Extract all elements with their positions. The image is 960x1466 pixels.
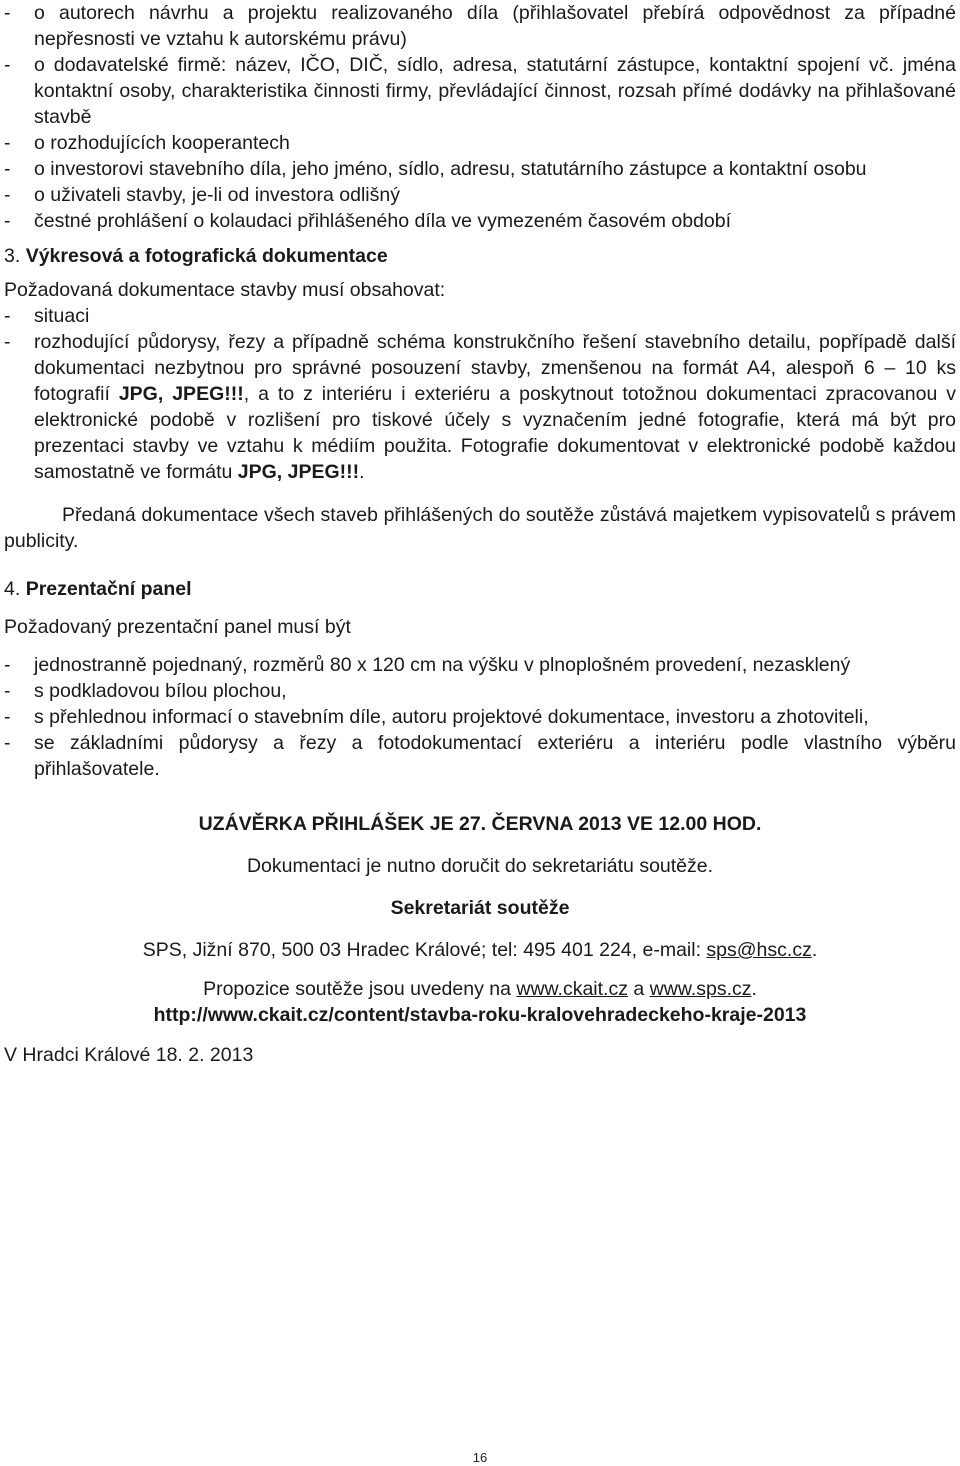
- deadline-notice: UZÁVĚRKA PŘIHLÁŠEK JE 27. ČERVNA 2013 VE 12.00 HOD.: [198, 813, 762, 835]
- list-dash: -: [4, 305, 11, 327]
- section-title: Výkresová a fotografická dokumentace: [25, 245, 388, 267]
- list-item-text: s podkladovou bílou plochou,: [34, 680, 287, 702]
- list-item: [4, 678, 956, 704]
- propozice-url[interactable]: http://www.ckait.cz/content/stavba-roku-kralovehradeckeho-kraje-2013: [153, 1004, 807, 1026]
- propozice-line: [4, 976, 956, 1002]
- text-fragment: rozhodující půdorysy, řezy a případně schéma konstrukčního řešení stavebního detailu, popřípadě další dokumentaci nezbytnou pro správné posouzení stavby, zmenšenou na formát A4, alespoň 6 – 10 ks fotografií: [34, 331, 956, 405]
- list-item: [4, 130, 956, 156]
- panel-requirements-list: [4, 652, 956, 782]
- list-item-text: o autorech návrhu a projektu realizovaného díla (přihlašovatel přebírá odpovědnost za případné nepřesnosti ve vztahu k autorskému právu): [34, 2, 956, 50]
- info-list: [4, 0, 956, 234]
- document-page: [4, 0, 956, 1068]
- list-item: [4, 329, 956, 485]
- address-end: .: [811, 939, 818, 961]
- list-dash: -: [4, 184, 11, 206]
- list-item: [4, 704, 956, 730]
- secretariat-address: [4, 937, 956, 963]
- list-item-text: jednostranně pojednaný, rozměrů 80 x 120 cm na výšku v plnoplošném provedení, nezasklený: [34, 654, 851, 676]
- sps-link[interactable]: www.sps.cz: [649, 978, 752, 1000]
- list-item-text: o dodavatelské firmě: název, IČO, DIČ, sídlo, adresa, statutární zástupce, kontaktní spojení vč. jména kontaktní osoby, charakteristika činnosti firmy, převládající činnost, rozsah přímé dodávky na přihlašované stavbě: [34, 54, 956, 128]
- list-item: [4, 652, 956, 678]
- list-item-text: se základními půdorysy a řezy a fotodokumentací exteriéru a interiéru podle vlastního výběru přihlašovatele.: [34, 732, 956, 780]
- list-item: [4, 303, 956, 329]
- propozice-text: Propozice soutěže jsou uvedeny na: [203, 978, 517, 1000]
- list-dash: -: [4, 706, 11, 728]
- section-number: 3.: [4, 245, 21, 267]
- list-item-text: o investorovi stavebního díla, jeho jméno, sídlo, adresu, statutárního zástupce a kontaktní osobu: [34, 158, 867, 180]
- delivery-note: Dokumentaci je nutno doručit do sekretariátu soutěže.: [246, 855, 714, 877]
- propozice-end: .: [751, 978, 757, 1000]
- list-item: [4, 730, 956, 782]
- page-number: 16: [472, 1450, 488, 1465]
- list-item: [4, 52, 956, 130]
- address-text: SPS, Jižní 870, 500 03 Hradec Králové; tel: 495 401 224, e-mail:: [142, 939, 707, 961]
- list-dash: -: [4, 2, 11, 24]
- list-dash: -: [4, 210, 11, 232]
- email-link[interactable]: sps@hsc.cz: [706, 939, 812, 961]
- list-item: [4, 0, 956, 52]
- list-dash: -: [4, 732, 11, 754]
- text-fragment: .: [359, 461, 365, 483]
- list-dash: -: [4, 680, 11, 702]
- list-dash: -: [4, 654, 11, 676]
- propozice-mid: a: [627, 978, 650, 1000]
- section-4-intro: Požadovaný prezentační panel musí být: [4, 616, 351, 638]
- section-3-heading: [4, 243, 956, 269]
- list-dash: -: [4, 132, 11, 154]
- secretariat-heading: Sekretariát soutěže: [390, 897, 570, 919]
- list-item-text: čestné prohlášení o kolaudaci přihlášeného díla ve vymezeném časovém období: [34, 210, 732, 232]
- list-item-text: s přehlednou informací o stavebním díle, autoru projektové dokumentace, investoru a zhotoviteli,: [34, 706, 869, 728]
- list-item-text: o uživateli stavby, je-li od investora odlišný: [34, 184, 400, 206]
- ckait-link[interactable]: www.ckait.cz: [516, 978, 628, 1000]
- list-item: [4, 156, 956, 182]
- list-item-text: [34, 329, 956, 485]
- list-dash: -: [4, 331, 11, 353]
- list-item: [4, 208, 956, 234]
- format-emphasis: JPG, JPEG!!!: [237, 461, 360, 483]
- signature-date: V Hradci Králové 18. 2. 2013: [4, 1044, 254, 1066]
- list-item-text: situaci: [34, 305, 90, 327]
- section-number: 4.: [4, 578, 21, 600]
- section-title: Prezentační panel: [25, 578, 192, 600]
- text-fragment: , a to z interiéru i exteriéru a poskytnout totožnou dokumentaci zpracovanou v elektronické podobě v rozlišení pro tiskové účely s vyznačením jedné fotografie, která má být pro prezentaci stavby ve vztahu k médiím použita. Fotografie dokumentovat v elektronické podobě každou samostatně ve formátu: [34, 383, 956, 483]
- ownership-paragraph: Předaná dokumentace všech staveb přihlášených do soutěže zůstává majetkem vypisovatelů s právem publicity.: [4, 504, 956, 552]
- list-dash: -: [4, 54, 11, 76]
- list-dash: -: [4, 158, 11, 180]
- list-item: [4, 182, 956, 208]
- list-item-text: o rozhodujících kooperantech: [34, 132, 290, 154]
- section-4-heading: [4, 576, 956, 602]
- format-emphasis: JPG, JPEG!!!: [118, 383, 244, 405]
- section-3-intro: Požadovaná dokumentace stavby musí obsahovat:: [4, 279, 446, 301]
